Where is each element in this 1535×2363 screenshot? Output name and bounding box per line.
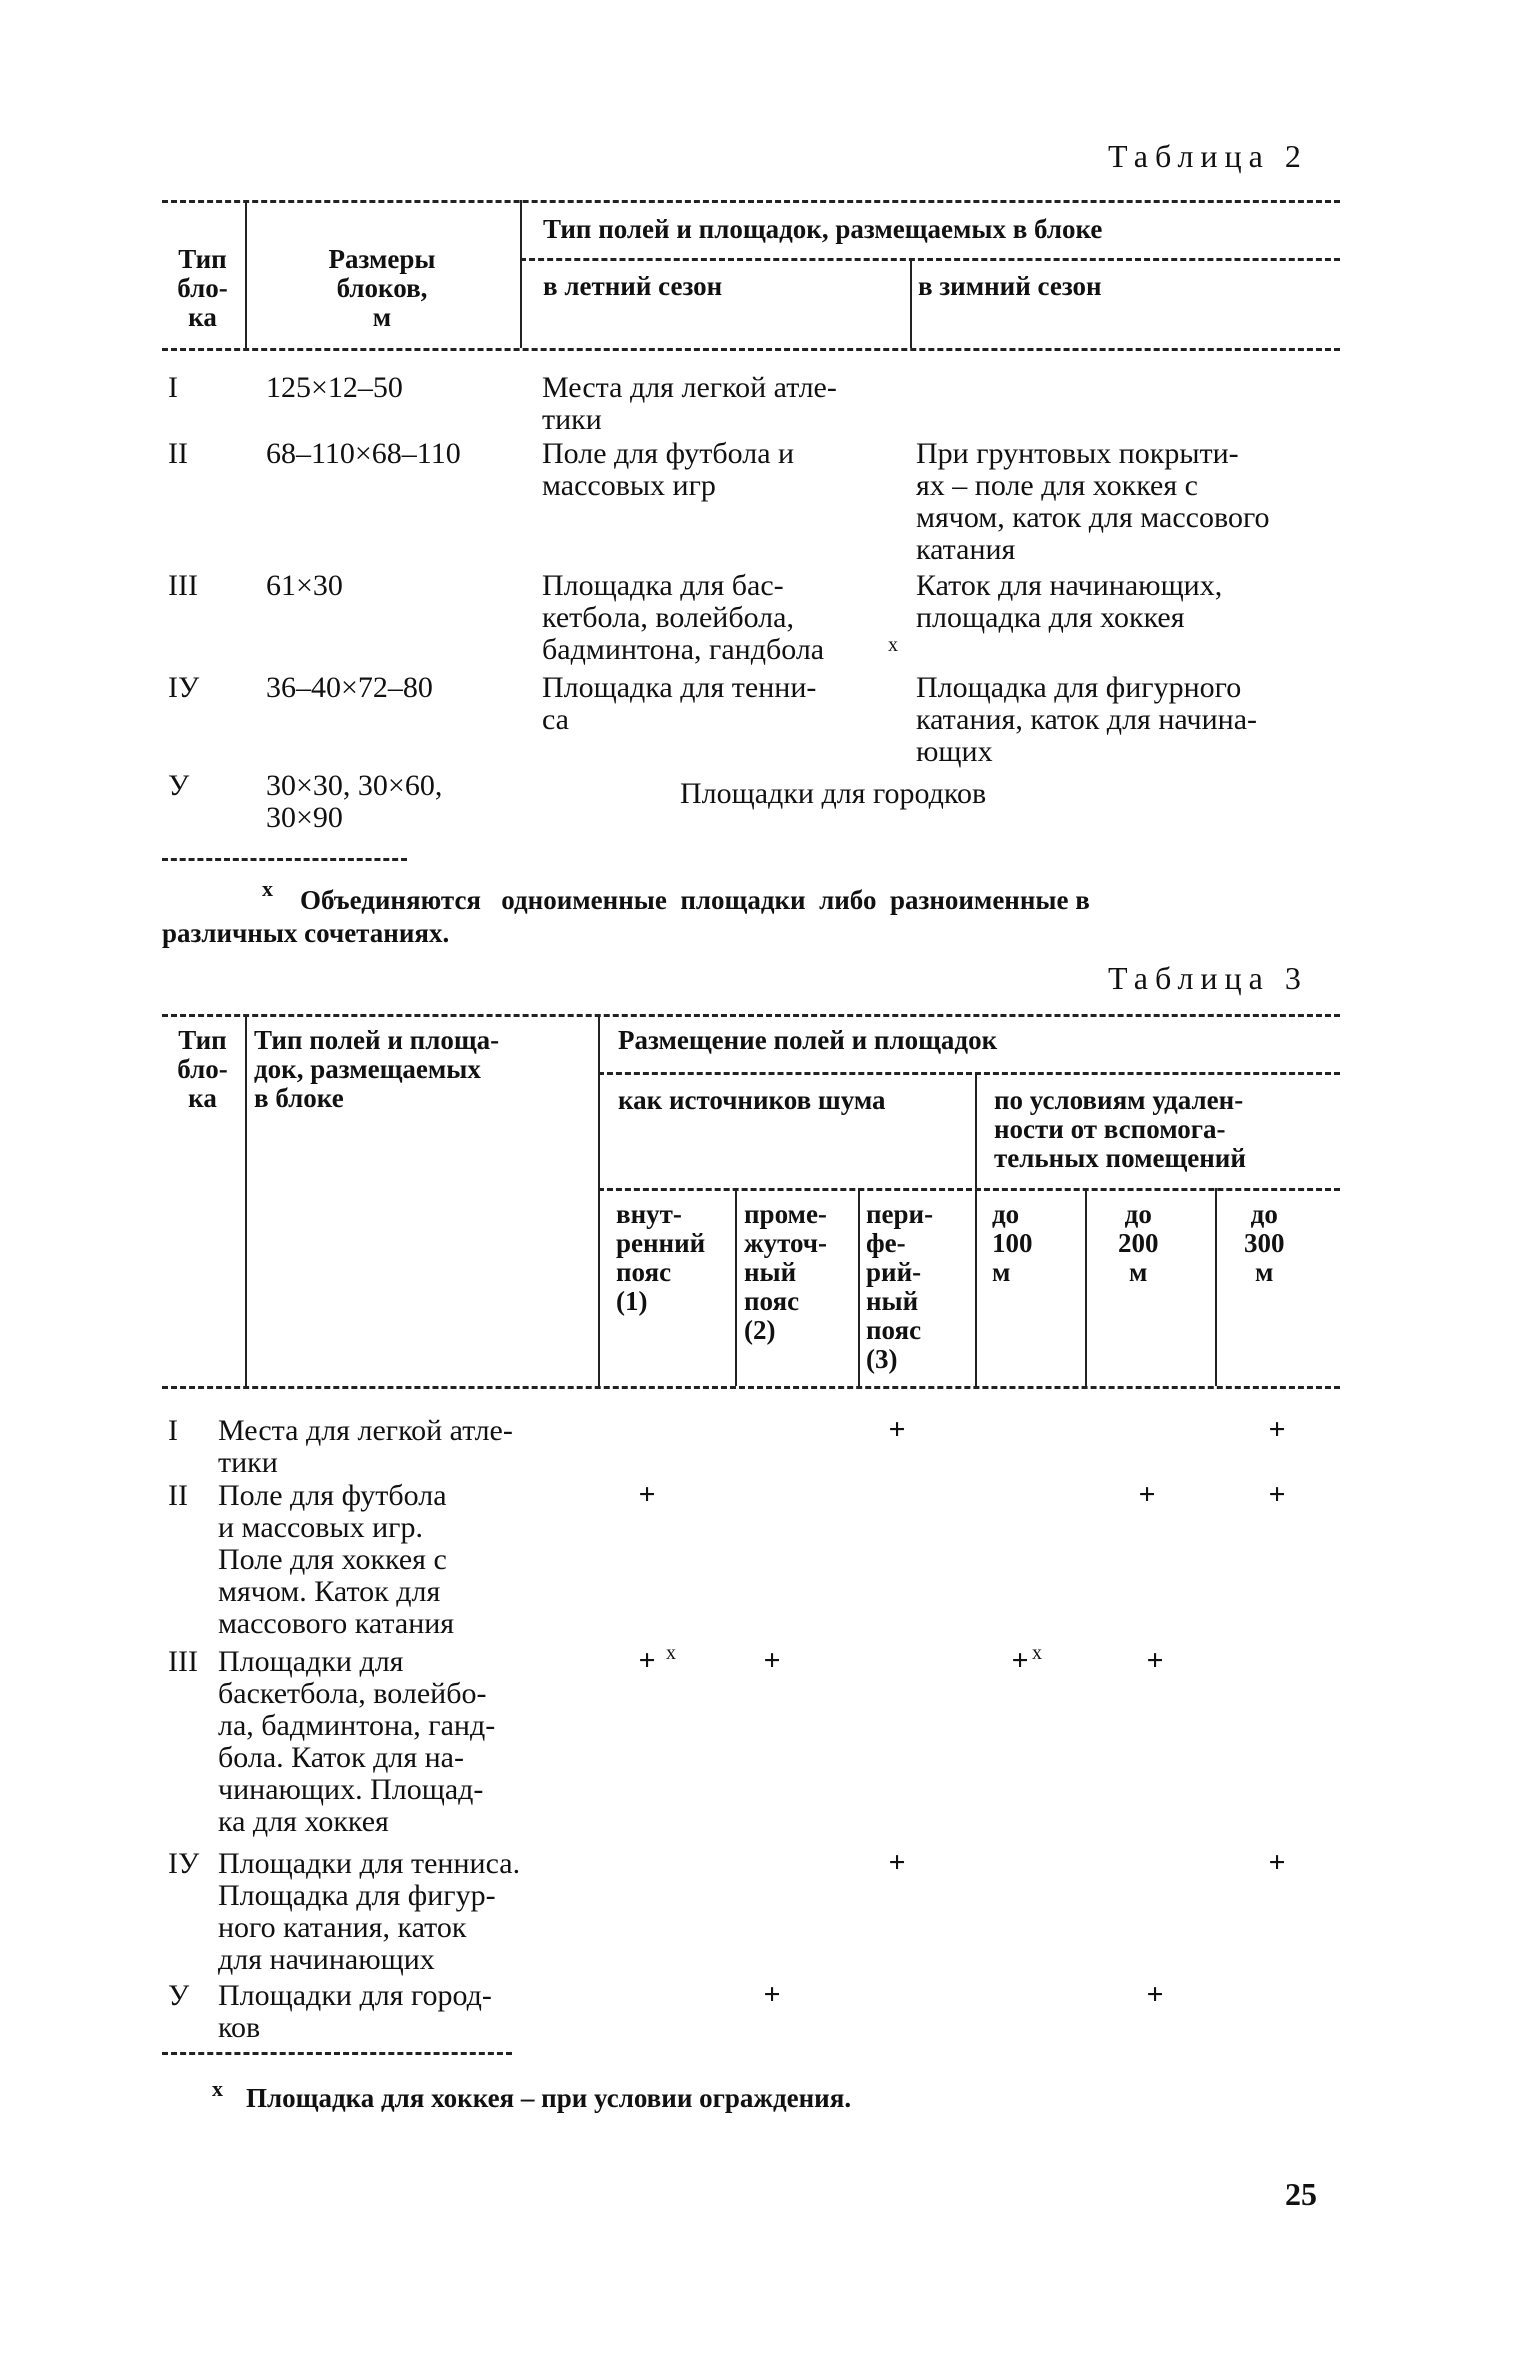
- table3-row-3-col-1-sup: x: [666, 1642, 676, 1664]
- table3-top-rule: [162, 1014, 1340, 1017]
- table2-row-4-summer: Площадка для тенни- са: [542, 671, 817, 736]
- table2-row-2-summer: Поле для футбола и массовых игр: [542, 437, 795, 502]
- table2-row-3-type: III: [168, 569, 198, 602]
- table3-row-4-col-6-mark: +: [1268, 1846, 1286, 1879]
- table2-header-divider-3: [910, 258, 912, 348]
- table3-col-2-header: проме- жуточ- ный пояс (2): [744, 1199, 828, 1345]
- table3-row-2-type: II: [168, 1479, 188, 1512]
- table3-row-4-type: IУ: [168, 1847, 200, 1880]
- table3-placement-rule: [598, 1072, 1340, 1075]
- table3-row-3-col-1-mark: +: [638, 1644, 656, 1677]
- table3-divider-col2: [735, 1188, 737, 1386]
- table3-row-4-name: Площадки для тенниса. Площадка для фигур- ного катания, каток для начинающих: [218, 1847, 521, 1976]
- table3-row-4-col-3-mark: +: [888, 1846, 906, 1879]
- table2-row-3-summer: Площадка для бас- кетбола, волейбола, бадминтона, гандбола: [542, 569, 825, 666]
- table3-header-fields: Тип полей и площа- док, размещаемых в блоке: [254, 1025, 500, 1113]
- table3-row-1-name: Места для легкой атле- тики: [218, 1414, 513, 1479]
- table3-subgroup-rule: [598, 1188, 1340, 1191]
- table3-row-1-col-3-mark: +: [888, 1413, 906, 1446]
- table2-row-1-type: I: [168, 371, 178, 404]
- table3-header-type: Тип бло- ка: [177, 1025, 228, 1113]
- table2-top-rule: [162, 200, 1340, 203]
- table3-row-5-type: У: [168, 1979, 190, 2012]
- table2-header-summer: в летний сезон: [543, 271, 723, 301]
- page-number: 25: [1285, 2176, 1317, 2212]
- table3-divider-fields: [598, 1014, 600, 1386]
- table3-row-3-col-5-mark: +: [1146, 1644, 1164, 1677]
- table2-header-type: Тип бло- ка: [177, 244, 228, 332]
- table3-row-1-col-6-mark: +: [1268, 1413, 1286, 1446]
- table3-col-1-header: внут- ренний пояс (1): [616, 1199, 706, 1316]
- table3-col-4-header: до 100 м: [992, 1199, 1033, 1287]
- table3-header-bottom-rule: [162, 1386, 1340, 1389]
- table2-row-1-size: 125×12–50: [266, 371, 403, 404]
- table3-row-1-type: I: [168, 1414, 178, 1447]
- table2-caption: Таблица 2: [1108, 138, 1308, 174]
- table2-footnote-mark: x: [262, 876, 273, 901]
- table3-row-3-name: Площадки для баскетбола, волейбо- ла, бадминтона, ганд- бола. Каток для на- чинающих. Площад- ка для хоккея: [218, 1645, 496, 1838]
- table3-divider-col3: [858, 1188, 860, 1386]
- table2-row-4-type: IУ: [168, 671, 200, 704]
- table3-row-3-col-4-mark: +: [1011, 1644, 1029, 1677]
- table2-row-3-size: 61×30: [266, 569, 343, 602]
- table2-header-bottom-rule: [162, 348, 1340, 351]
- table2-row-4-size: 36–40×72–80: [266, 671, 433, 704]
- table3-divider-type: [245, 1014, 247, 1386]
- table2-row-3-mark: x: [888, 634, 898, 656]
- table2-row-2-type: II: [168, 437, 188, 470]
- table3-row-2-col-1-mark: +: [638, 1478, 656, 1511]
- table3-col-3-header: пери- фе- рий- ный пояс (3): [866, 1199, 934, 1374]
- table3-row-5-name: Площадки для город- ков: [218, 1979, 492, 2044]
- table2-row-2-winter: При грунтовых покрыти- ях – поле для хоккея с мячом, каток для массового катания: [916, 437, 1270, 566]
- table3-col-6-header: до 300 м: [1244, 1199, 1285, 1287]
- table2-footnote-line1: Объединяются одноименные площадки либо разноименные в: [300, 885, 1090, 915]
- table3-header-placement: Размещение полей и площадок: [618, 1025, 998, 1055]
- table3-row-2-name: Поле для футбола и массовых игр. Поле для хоккея с мячом. Каток для массового катания: [218, 1479, 455, 1640]
- table3-footnote: Площадка для хоккея – при условии ограждения.: [246, 2083, 852, 2113]
- table2-header-winter: в зимний сезон: [918, 271, 1102, 301]
- table2-row-2-size: 68–110×68–110: [266, 437, 461, 470]
- table3-caption: Таблица 3: [1108, 960, 1308, 996]
- table3-bottom-rule: [162, 2052, 512, 2055]
- table3-row-2-col-5-mark: +: [1138, 1478, 1156, 1511]
- table3-col-5-header: до 200 м: [1118, 1199, 1159, 1287]
- table2-row-5-size: 30×30, 30×60, 30×90: [266, 769, 443, 834]
- table2-bottom-rule: [162, 858, 407, 861]
- table2-header-divider-2: [520, 200, 522, 348]
- table3-divider-col5: [1085, 1188, 1087, 1386]
- table2-header-divider-1: [245, 200, 247, 348]
- table3-row-5-col-2-mark: +: [763, 1978, 781, 2011]
- table2-row-5-type: У: [168, 769, 190, 802]
- table2-row-5-merged: Площадки для городков: [680, 777, 987, 810]
- table3-row-3-col-2-mark: +: [763, 1644, 781, 1677]
- table3-header-noise: как источников шума: [618, 1085, 886, 1115]
- table3-row-3-type: III: [168, 1645, 198, 1678]
- table2-row-4-winter: Площадка для фигурного катания, каток для начина- ющих: [916, 671, 1258, 768]
- table3-divider-noise-distance: [975, 1072, 977, 1386]
- table3-row-3-col-4-sup: x: [1032, 1642, 1042, 1664]
- table3-row-5-col-5-mark: +: [1146, 1978, 1164, 2011]
- table3-divider-col6: [1215, 1188, 1217, 1386]
- table2-row-3-winter: Каток для начинающих, площадка для хоккея: [916, 569, 1223, 634]
- table2-row-1-summer: Места для легкой атле- тики: [542, 371, 837, 436]
- table2-header-size: Размеры блоков, м: [328, 244, 436, 332]
- table2-footnote-line2: различных сочетаниях.: [162, 918, 450, 948]
- table2-header-fields: Тип полей и площадок, размещаемых в блоке: [543, 214, 1103, 244]
- table2-subheader-rule: [520, 258, 1340, 261]
- table3-header-distance: по условиям удален- ности от вспомога- тельных помещений: [994, 1085, 1246, 1173]
- table3-footnote-mark: x: [212, 2076, 223, 2101]
- table3-row-2-col-6-mark: +: [1268, 1478, 1286, 1511]
